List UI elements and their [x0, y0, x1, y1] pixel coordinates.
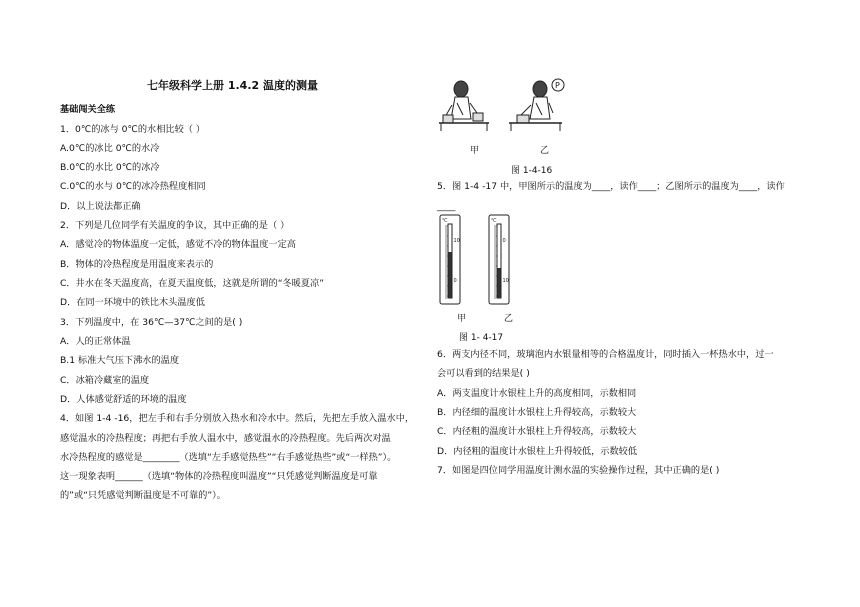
q6-option-c: C．内径粗的温度计水银柱上升得较高，示数较大 — [437, 426, 637, 437]
q4-line-1: 4．如图 1-4 -16，把左手和右手分别放入热水和冷水中。然后，先把左手放入温水中， — [60, 413, 415, 424]
hands-in-water-figure — [437, 77, 567, 139]
q3-stem: 3．下列温度中，在 36℃—37℃之间的是( ) — [60, 317, 243, 328]
q4-line-4: 这一现象表明______（选填“物体的冷热程度叫温度”“只凭感觉判断温度是可靠 — [60, 471, 378, 482]
q1-option-d: D．以上说法都正确 — [60, 201, 141, 212]
fig16-label-b: 乙 — [540, 146, 550, 156]
q5-line-1: 5．图 1-4 -17 中，甲图所示的温度为____，读作____；乙图所示的温度为____，读作 — [437, 181, 785, 192]
fig17-label-b: 乙 — [504, 314, 514, 324]
q2-option-a: A．感觉冷的物体温度一定低，感觉不冷的物体温度一定高 — [60, 239, 296, 250]
svg-text:0: 0 — [502, 238, 506, 244]
q5-line-2: ____ — [437, 201, 456, 212]
q2-option-d: D．在同一环境中的铁比木头温度低 — [60, 297, 205, 308]
fig17-label-a: 甲 — [457, 314, 467, 324]
q1-option-a: A.0℃的冰比 0℃的水冷 — [60, 143, 160, 154]
svg-text:℃: ℃ — [442, 218, 448, 224]
q4-line-3: 水冷热程度的感觉是________（选填“左手感觉热些”“右手感觉热些”或“一样热”）。 — [60, 452, 397, 463]
q6-option-a: A．两支温度计水银柱上升的高度相同，示数相同 — [437, 388, 637, 399]
q4-line-5: 的”或“只凭感觉判断温度是不可靠的”）。 — [60, 490, 226, 501]
fig16-label-a: 甲 — [470, 146, 480, 156]
q2-option-c: C．井水在冬天温度高，在夏天温度低，这就是所谓的“冬暖夏凉” — [60, 278, 324, 289]
q1-option-b: B.0℃的水比 0℃的冰冷 — [60, 162, 160, 173]
q7-stem: 7．如图是四位同学用温度计测水温的实验操作过程，其中正确的是( ) — [437, 465, 720, 476]
q2-option-b: B．物体的冷热程度是用温度来表示的 — [60, 259, 214, 270]
fig16-caption: 图 1-4-16 — [511, 166, 553, 176]
svg-text:℃: ℃ — [491, 218, 497, 224]
q3-option-d: D．人体感觉舒适的环境的温度 — [60, 394, 187, 405]
section-heading: 基础闯关全练 — [60, 104, 116, 115]
svg-text:10: 10 — [502, 278, 509, 284]
thermometers-figure — [437, 212, 537, 308]
q2-stem: 2．下列是几位同学有关温度的争议，其中正确的是（ ） — [60, 220, 290, 231]
svg-text:P: P — [555, 81, 560, 90]
q6-line-2: 会可以看到的结果是( ) — [437, 368, 530, 379]
q1-stem: 1．0℃的冰与 0℃的水相比较（ ） — [60, 124, 206, 135]
q6-line-1: 6．两支内径不同，玻璃泡内水银量相等的合格温度计，同时插入一杯热水中，过一 — [437, 349, 774, 360]
fig17-caption: 图 1- 4-17 — [459, 333, 504, 343]
q6-option-d: D．内径粗的温度计水银柱上升得较低，示数较低 — [437, 446, 638, 457]
svg-text:0: 0 — [453, 278, 457, 284]
q3-option-a: A．人的正常体温 — [60, 336, 131, 347]
svg-text:10: 10 — [453, 238, 460, 244]
page-title: 七年级科学上册 1.4.2 温度的测量 — [147, 79, 318, 92]
q3-option-b: B.1 标准大气压下沸水的温度 — [60, 355, 180, 366]
q6-option-b: B．内径细的温度计水银柱上升得较高，示数较大 — [437, 407, 637, 418]
q1-option-c: C.0℃的水与 0℃的冰冷热程度相同 — [60, 181, 206, 192]
q3-option-c: C．冰箱冷藏室的温度 — [60, 375, 150, 386]
q4-line-2: 感觉温水的冷热程度；再把右手放人温水中，感觉温水的冷热程度。先后两次对温 — [60, 433, 391, 444]
